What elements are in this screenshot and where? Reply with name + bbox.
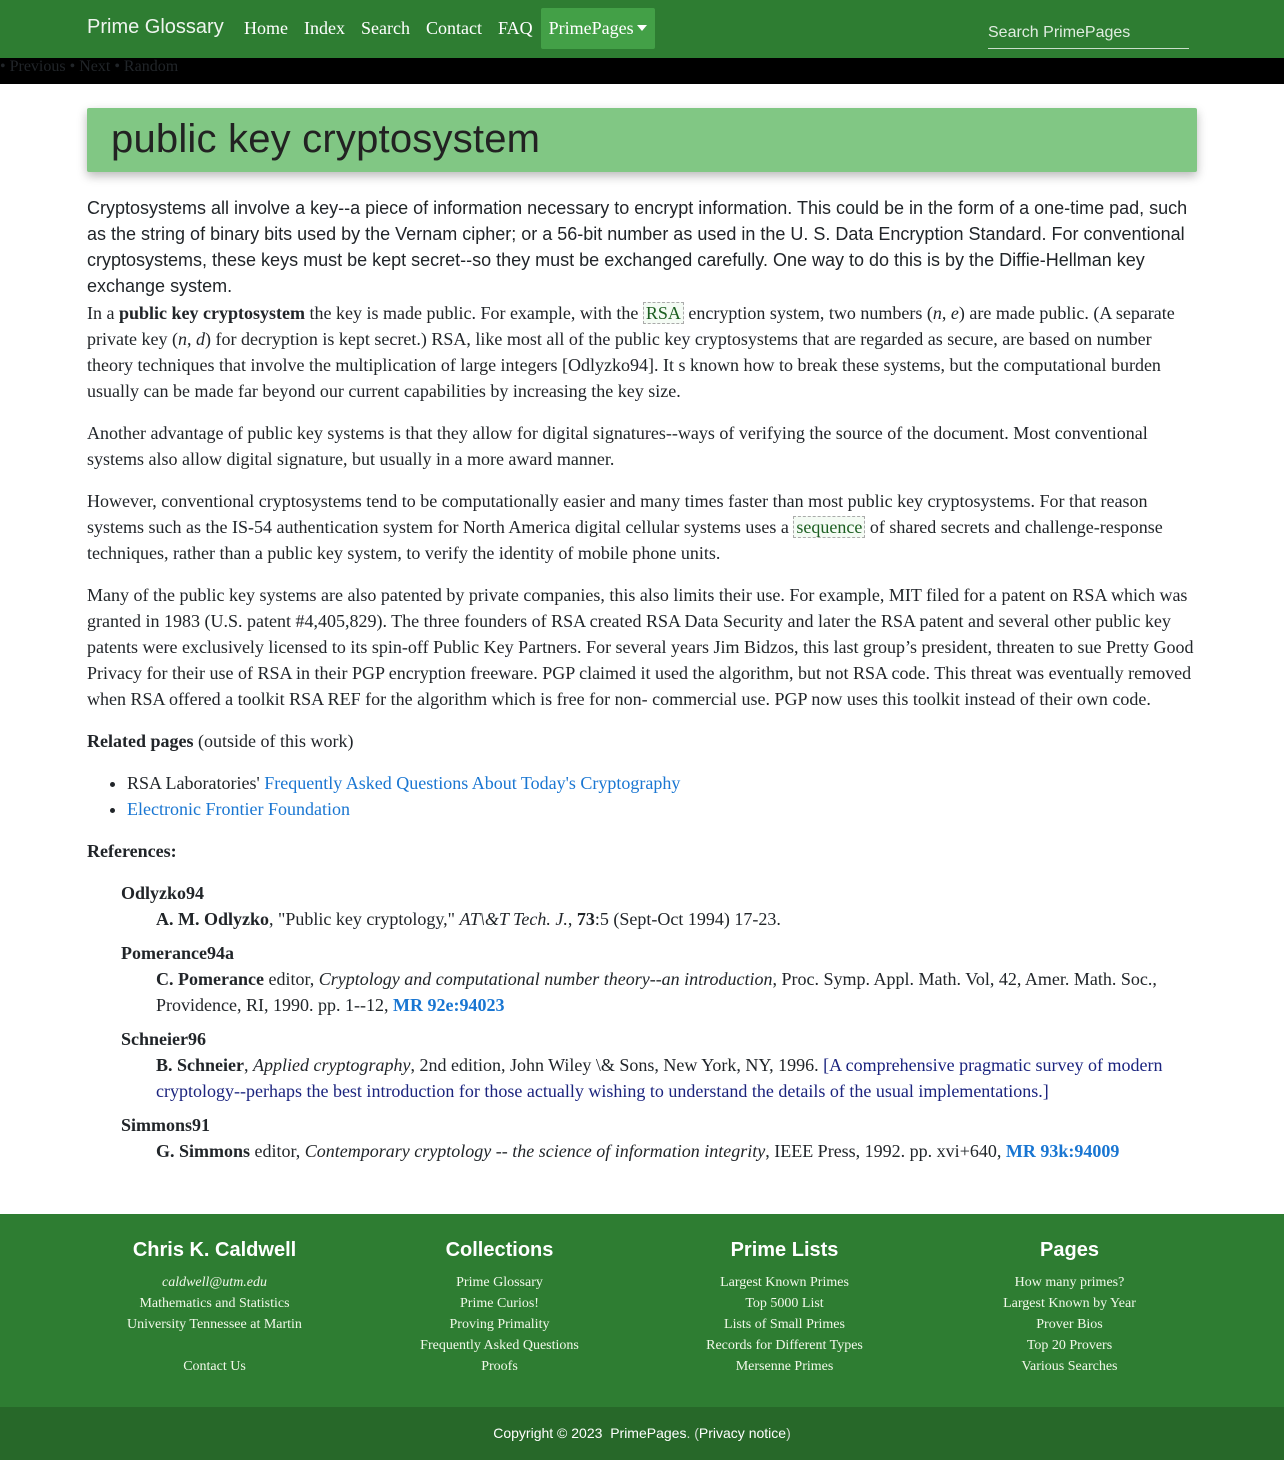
lead-paragraph: Cryptosystems all involve a key--a piece of information necessary to encrypt information. This could be in the form of a one-time pad, such as the string of binary bits used by the Vernam cipher; or a 56-bit number as used in the U. S. Data Encryption Standard. For conventional cryptosystems, these keys must be kept secret--so they must be exchanged carefully. One way to do this is by the Diffie-Hellman key exchange system.	[87, 198, 1188, 296]
text: :5 (Sept-Oct 1994) 17-23.	[594, 909, 781, 929]
footer-link[interactable]: Records for Different Types	[706, 1338, 863, 1353]
footer-link[interactable]: Mersenne Primes	[735, 1359, 834, 1374]
ref-key: Schneier96	[121, 1029, 206, 1049]
footer-col-title: Chris K. Caldwell	[132, 1239, 297, 1261]
footer-col-title: Prime Lists	[730, 1239, 839, 1261]
related-list	[127, 770, 1197, 822]
var-d: d	[195, 329, 205, 349]
footer-col-prime-lists	[642, 1238, 927, 1377]
footer-col-title: Collections	[445, 1239, 554, 1261]
page-title: public key cryptosystem	[111, 117, 541, 161]
nav-home[interactable]: Home	[244, 18, 288, 38]
dropdown-label: PrimePages	[548, 18, 634, 38]
text: ,	[244, 1055, 253, 1075]
nav-links	[236, 8, 655, 49]
ref-journal: AT\&T Tech. J.	[459, 909, 568, 929]
copyright-text: Copyright © 2023	[493, 1425, 603, 1441]
sub-navbar	[0, 58, 1284, 84]
title-banner	[87, 108, 1197, 172]
footer-link[interactable]: Largest Known Primes	[720, 1275, 849, 1290]
related-heading: Related pages	[87, 731, 194, 751]
text: ) are made public. (A separate private key (	[87, 303, 1175, 349]
text: , Proc. Symp. Appl. Math. Vol, 42, Amer. Math. Soc., Providence, RI, 1990. pp. 1--12,	[156, 969, 1157, 1015]
main-content	[87, 195, 1197, 1172]
var-n: n	[177, 329, 187, 349]
text: ,	[941, 303, 951, 323]
nav-index[interactable]: Index	[304, 18, 345, 38]
copyright-bar	[0, 1407, 1284, 1460]
link-rsa-faq[interactable]: Frequently Asked Questions About Today's Cryptography	[264, 773, 681, 793]
footer-col-collections	[357, 1238, 642, 1377]
text: of shared secrets and challenge-response techniques, rather than a public key system, to verify the identity of mobile phone units.	[87, 517, 1163, 563]
text: However, conventional cryptosystems tend to be computationally easier and many times faster than most public key cryptosystems. For that reason systems such as the IS-54 authentication system for North America digital cellular systems uses a	[87, 491, 1148, 537]
next-link[interactable]: • Next	[69, 58, 111, 75]
ref-note: [A comprehensive pragmatic survey of modern cryptology--perhaps the best introduction for those actually wishing to understand the details of the usual implementations.]	[156, 1055, 1163, 1101]
text: ,	[186, 329, 196, 349]
ref-key: Pomerance94a	[121, 943, 234, 963]
text: , "Public key cryptology,"	[269, 909, 460, 929]
footer-link[interactable]: Largest Known by Year	[1003, 1296, 1136, 1311]
paragraph-signatures: Another advantage of public key systems is that they allow for digital signatures--ways of verifying the source of the document. Most conventional systems also allow digital signature, but usually in a more award manner.	[87, 423, 1148, 469]
primepages-link[interactable]: PrimePages	[610, 1425, 687, 1441]
var-n: n	[932, 303, 942, 323]
link-eff[interactable]: Electronic Frontier Foundation	[127, 799, 350, 819]
paragraph-patents: Many of the public key systems are also patented by private companies, this also limits their use. For example, MIT filed for a patent on RSA which was granted in 1983 (U.S. patent #4,405,829). The three founders of RSA created RSA Data Security and later the RSA patent and several other public key patents were exclusively licensed to its spin-off Public Key Partners. For several years Jim Bidzos, this last group’s president, threaten to sue Pretty Good Privacy for their use of RSA in their PGP encryption freeware. PGP claimed it used the algorithm, but not RSA code. This threat was eventually removed when RSA offered a toolkit RSA REF for the algorithm which is free for non- commercial use. PGP now uses this toolkit instead of their own code.	[87, 585, 1194, 709]
ref-volume: 73	[576, 909, 595, 929]
nav-faq[interactable]: FAQ	[497, 18, 533, 38]
footer-link[interactable]: Lists of Small Primes	[724, 1317, 845, 1332]
text: ,	[567, 909, 577, 929]
glossary-link-rsa[interactable]: RSA	[643, 302, 684, 324]
ref-author: C. Pomerance	[156, 969, 264, 989]
footer-link[interactable]: Prime Curios!	[460, 1296, 539, 1311]
list-item	[127, 796, 1197, 822]
references-list	[121, 880, 1197, 1164]
mr-link[interactable]: MR 93k:94009	[1005, 1141, 1120, 1161]
footer-link[interactable]: Top 5000 List	[745, 1296, 824, 1311]
paragraph-conventional	[87, 488, 1197, 566]
nav-primepages-dropdown[interactable]	[541, 8, 655, 49]
related-pages-heading	[87, 728, 1197, 754]
text: , IEEE Press, 1992. pp. xvi+640,	[765, 1141, 1006, 1161]
footer-link[interactable]: Proving Primality	[449, 1317, 550, 1332]
privacy-notice-link[interactable]: Privacy notice	[698, 1425, 787, 1441]
term-bold: public key cryptosystem	[118, 303, 305, 323]
footer-link[interactable]: Various Searches	[1021, 1359, 1118, 1374]
ref-key: Simmons91	[121, 1115, 211, 1135]
footer-col-pages	[927, 1238, 1212, 1377]
ref-title: Applied cryptography	[253, 1055, 411, 1075]
ref-author: B. Schneier	[156, 1055, 244, 1075]
footer-link[interactable]: Top 20 Provers	[1026, 1338, 1113, 1353]
text: editor,	[250, 1141, 305, 1161]
ref-title: Contemporary cryptology -- the science of information integrity	[304, 1141, 766, 1161]
nav-search[interactable]: Search	[360, 18, 410, 38]
top-navbar	[0, 0, 1284, 58]
footer-col-title: Pages	[1040, 1239, 1099, 1261]
footer-link[interactable]: Prover Bios	[1036, 1317, 1103, 1332]
footer-link[interactable]: How many primes?	[1014, 1275, 1125, 1290]
footer-link[interactable]: Proofs	[481, 1359, 518, 1374]
list-item	[127, 770, 1197, 796]
text: the key is made public. For example, with the	[304, 303, 643, 323]
footer-text: Mathematics and Statistics	[139, 1296, 290, 1311]
text: . (	[686, 1425, 699, 1441]
footer	[0, 1214, 1284, 1407]
caret-down-icon	[637, 25, 647, 31]
footer-text: University Tennessee at Martin	[127, 1317, 302, 1332]
text: ) for decryption is kept secret.) RSA, like most all of the public key cryptosystems that are regarded as secure, are based on number theory techniques that involve the multiplication of large integers [Odlyzko94]. It s known how to break these systems, but the computational burden usually can be made far beyond our current capabilities by increasing the key size.	[87, 329, 1161, 401]
previous-link[interactable]: • Previous	[0, 58, 66, 75]
related-suffix: (outside of this work)	[193, 731, 354, 751]
ref-body	[156, 1138, 1197, 1164]
text: )	[786, 1425, 791, 1441]
var-e: e	[950, 303, 959, 323]
references-heading: References:	[87, 841, 177, 861]
ref-body	[156, 906, 1197, 932]
text: editor,	[263, 969, 319, 989]
text: encryption system, two numbers (	[683, 303, 933, 323]
contact-us-link[interactable]: Contact Us	[183, 1359, 246, 1374]
mr-link[interactable]: MR 92e:94023	[392, 995, 505, 1015]
random-link[interactable]: • Random	[114, 58, 179, 75]
text: In a	[87, 303, 119, 323]
footer-link[interactable]: Prime Glossary	[456, 1275, 543, 1290]
email-link[interactable]: caldwell@utm.edu	[161, 1275, 268, 1290]
ref-author: A. M. Odlyzko	[156, 909, 270, 929]
footer-link[interactable]: Frequently Asked Questions	[420, 1338, 579, 1353]
footer-col-author	[72, 1238, 357, 1377]
ref-author: G. Simmons	[156, 1141, 251, 1161]
ref-title: Cryptology and computational number theory--an introduction	[318, 969, 773, 989]
ref-body	[156, 966, 1197, 1018]
nav-contact[interactable]: Contact	[425, 18, 482, 38]
text: , 2nd edition, John Wiley \& Sons, New York, NY, 1996.	[410, 1055, 824, 1075]
text: RSA Laboratories'	[127, 773, 265, 793]
search-input[interactable]	[988, 17, 1189, 49]
ref-body	[156, 1052, 1197, 1104]
ref-key: Odlyzko94	[121, 883, 205, 903]
brand-link[interactable]: Prime Glossary	[87, 16, 224, 38]
paragraph-public-key	[87, 300, 1197, 404]
glossary-link-sequence[interactable]: sequence	[793, 516, 865, 538]
